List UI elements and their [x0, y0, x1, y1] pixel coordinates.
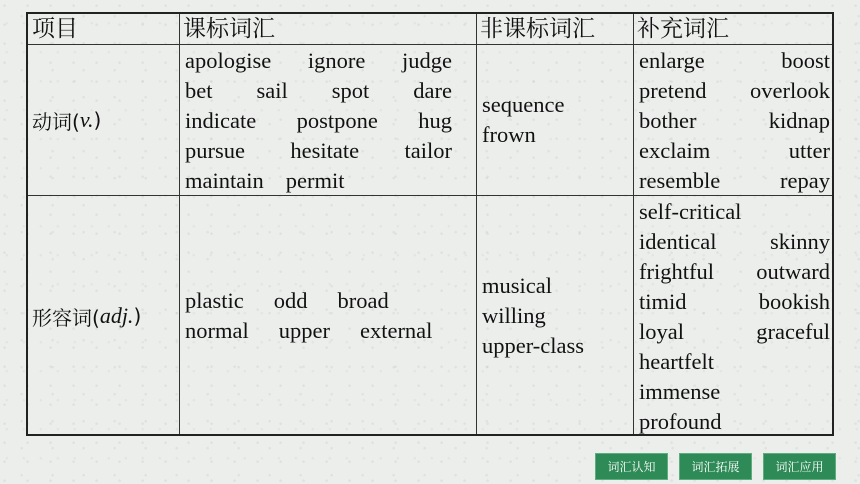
vocab-word: kidnap: [768, 108, 830, 133]
vocab-word: indicate: [185, 108, 257, 133]
row-label-en: adj.: [99, 303, 134, 328]
word-line: [639, 227, 830, 257]
word-line: [185, 316, 445, 346]
vocab-word: bookish: [758, 289, 830, 314]
bottom-nav: [595, 453, 836, 480]
adjective-non-curriculum-cell: [477, 196, 627, 436]
vocab-word: normal: [185, 318, 249, 343]
vocab-word: pretend: [639, 78, 707, 103]
vocabulary-table: [26, 12, 834, 436]
vocab-word: frightful: [639, 259, 714, 284]
word-line: [639, 377, 830, 407]
vocab-word: bother: [639, 108, 697, 133]
vocab-word: hesitate: [290, 138, 360, 163]
row-label-verb: [28, 45, 179, 195]
vocab-word: ignore: [307, 48, 366, 73]
word-line: [639, 46, 830, 76]
nav-button-expansion[interactable]: 词汇拓展: [679, 453, 752, 480]
word-line: [185, 286, 445, 316]
verb-supplementary-cell: [634, 46, 830, 196]
vocab-word: pursue: [185, 138, 245, 163]
nav-button-application[interactable]: 词汇应用: [763, 453, 836, 480]
vocab-word: musical: [482, 273, 552, 298]
vocab-word: permit: [285, 168, 345, 193]
word-line: [185, 136, 452, 166]
vocab-word: external: [359, 318, 433, 343]
vocab-word: dare: [413, 78, 452, 103]
nav-button-recognition[interactable]: 词汇认知: [595, 453, 668, 480]
word-line: [639, 407, 830, 437]
header-non-curriculum: 非课标词汇: [480, 16, 595, 42]
vocab-word: profound: [639, 409, 722, 434]
vocab-word: plastic: [185, 288, 244, 313]
vocab-word: identical: [639, 229, 717, 254]
vocab-word: timid: [639, 289, 687, 314]
vocab-word: overlook: [750, 78, 830, 103]
vocab-word: hug: [418, 108, 452, 133]
word-line: [185, 166, 452, 196]
vocab-word: boost: [781, 48, 830, 73]
vocab-word: upper: [278, 318, 330, 343]
header-supplementary: 补充词汇: [637, 16, 729, 42]
vocab-word: enlarge: [639, 48, 705, 73]
vocab-word: utter: [788, 138, 830, 163]
word-line: [639, 136, 830, 166]
row-label-cn: 形容词(: [32, 305, 100, 330]
verb-curriculum-cell: [180, 46, 452, 196]
word-line: [639, 287, 830, 317]
vocab-word: apologise: [185, 48, 272, 73]
verb-non-curriculum-cell: [477, 45, 627, 195]
adjective-supplementary-cell: [634, 197, 830, 437]
vocab-word: postpone: [296, 108, 378, 133]
vocab-word: heartfelt: [639, 349, 714, 374]
word-line: [185, 46, 452, 76]
vocab-word: spot: [331, 78, 370, 103]
row-label-adjective: [28, 196, 179, 436]
vocab-word: graceful: [756, 319, 830, 344]
word-line: [639, 76, 830, 106]
vocab-word: bet: [185, 78, 213, 103]
vocab-word: self-critical: [639, 199, 742, 224]
word-line: [639, 347, 830, 377]
vocab-word: maintain: [185, 168, 264, 193]
vocab-word: broad: [337, 288, 389, 313]
vocab-word: sequence: [482, 92, 565, 117]
word-line: [185, 106, 452, 136]
vocab-word: tailor: [404, 138, 452, 163]
vocab-word: immense: [639, 379, 721, 404]
vocab-word: sail: [256, 78, 288, 103]
word-line: [185, 76, 452, 106]
vocab-word: odd: [273, 288, 308, 313]
word-line: [639, 257, 830, 287]
vocab-word: willing: [482, 303, 546, 328]
row-label-cn: 动词(: [32, 109, 80, 134]
vocab-word: exclaim: [639, 138, 711, 163]
word-line: [639, 166, 830, 196]
vocab-word: outward: [756, 259, 830, 284]
header-item: 项目: [32, 16, 78, 42]
word-line: [639, 106, 830, 136]
vocab-word: repay: [780, 168, 830, 193]
vocab-word: resemble: [639, 168, 721, 193]
vocab-word: judge: [402, 48, 452, 73]
word-line: [639, 317, 830, 347]
word-line: [639, 197, 830, 227]
vocab-word: skinny: [769, 229, 830, 254]
row-label-en: v.: [79, 107, 94, 132]
header-curriculum: 课标词汇: [183, 16, 275, 42]
adjective-curriculum-cell: [180, 196, 445, 436]
vocab-word: upper-class: [482, 333, 585, 358]
vocab-word: loyal: [639, 319, 684, 344]
vocab-word: frown: [482, 122, 536, 147]
row-label-end: ): [93, 108, 102, 132]
row-label-end: ): [133, 304, 142, 328]
